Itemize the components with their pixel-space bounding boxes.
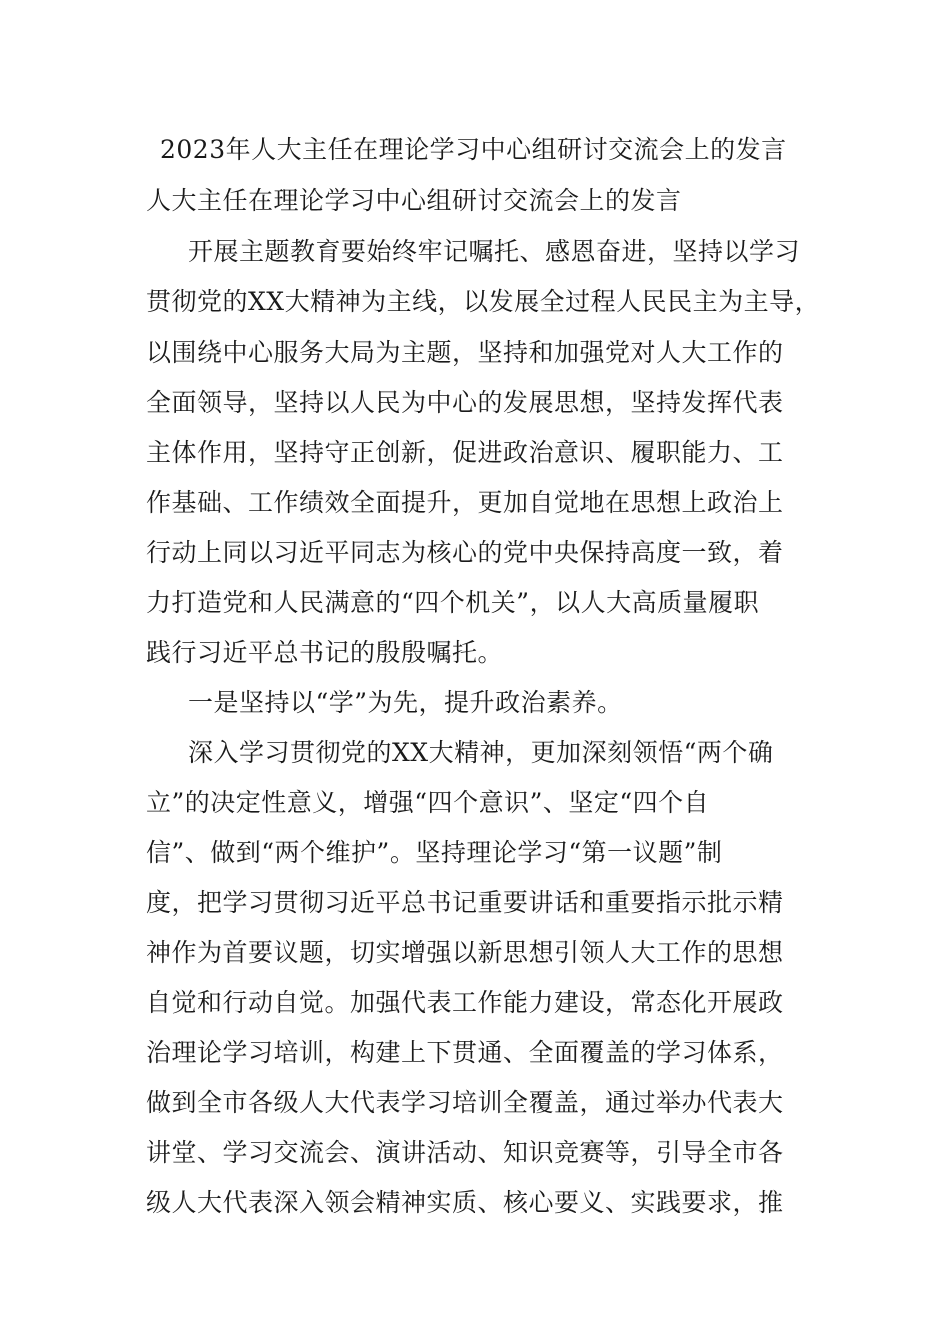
body-line: 深入学习贯彻党的XX大精神，更加深刻领悟“两个确	[188, 738, 774, 767]
body-line: 践行习近平总书记的殷殷嘱托。	[146, 638, 504, 667]
body-line: 全面领导，坚持以人民为中心的发展思想，坚持发挥代表	[146, 388, 784, 417]
document-subtitle: 人大主任在理论学习中心组研讨交流会上的发言	[146, 186, 682, 215]
body-line: 开展主题教育要始终牢记嘱托、感恩奋进，坚持以学习	[188, 237, 801, 266]
body-line: 神作为首要议题，切实增强以新思想引领人大工作的思想	[146, 938, 784, 967]
body-line: 主体作用，坚持守正创新，促进政治意识、履职能力、工	[146, 438, 784, 467]
body-line: 行动上同以习近平同志为核心的党中央保持高度一致，着	[146, 538, 784, 567]
body-line: 级人大代表深入领会精神实质、核心要义、实践要求，推	[146, 1188, 784, 1217]
body-line: 立”的决定性意义，增强“四个意识”、坚定“四个自	[146, 788, 710, 817]
body-line: 自觉和行动自觉。加强代表工作能力建设，常态化开展政	[146, 988, 784, 1017]
body-line: 治理论学习培训，构建上下贯通、全面覆盖的学习体系，	[146, 1038, 784, 1067]
body-line: 作基础、工作绩效全面提升，更加自觉地在思想上政治上	[146, 488, 784, 517]
body-line: 以围绕中心服务大局为主题，坚持和加强党对人大工作的	[146, 338, 784, 367]
section-heading: 一是坚持以“学”为先，提升政治素养。	[188, 688, 623, 717]
body-line: 做到全市各级人大代表学习培训全覆盖，通过举办代表大	[146, 1088, 784, 1117]
body-line: 讲堂、学习交流会、演讲活动、知识竞赛等，引导全市各	[146, 1138, 784, 1167]
body-line: 信”、做到“两个维护”。坚持理论学习“第一议题”制	[146, 838, 723, 867]
body-line: 贯彻党的XX大精神为主线，以发展全过程人民民主为主导，	[146, 287, 821, 316]
document-title: 2023年人大主任在理论学习中心组研讨交流会上的发言	[160, 135, 787, 164]
body-line: 度，把学习贯彻习近平总书记重要讲话和重要指示批示精	[146, 888, 784, 917]
body-line: 力打造党和人民满意的“四个机关”，以人大高质量履职	[146, 588, 760, 617]
